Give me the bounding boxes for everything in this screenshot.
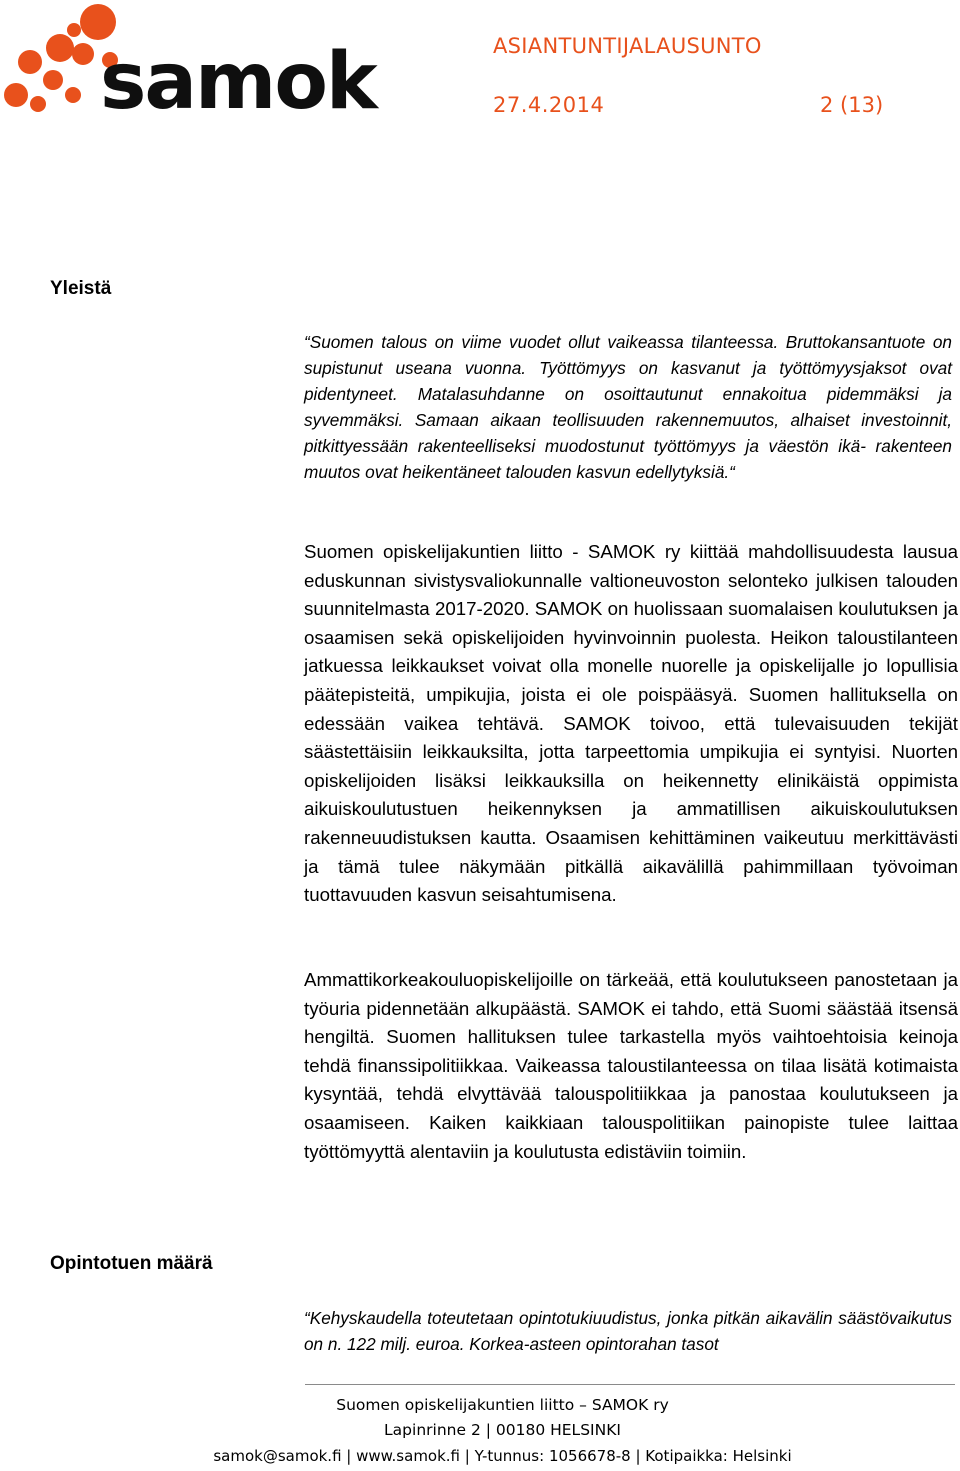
body-paragraph: Suomen opiskelijakuntien liitto - SAMOK ry kiittää mahdollisuudesta lausua eduskunnan sivistysvaliokunnalle valtioneuvoston selonteko julkisen talouden suunnitelmasta 2017-2020. SAMOK on huolissaan suomalaisen koulutuksen ja osaamisen sekä opiskelijoiden hyvinvoinnin puolesta. Heikon taloustilanteen jatkuessa leikkaukset voivat olla monelle nuorelle ja opiskelijalle jo lopullisia päätepisteitä, umpikujia, joista ei ole poispääsyä. Suomen hallituksella on edessään vaikea tehtävä. SAMOK toivoo, että tulevaisuuden tekijät säästettäisiin leikkauksilta, jotta tarpeettomia umpikujia ei syntyisi. Nuorten opiskelijoiden lisäksi leikkauksilla on heikennetty elinikäistä oppimista aikuiskoulutustuen heikennyksen ja ammatillisen aikuiskoulutuksen rakenneuudistuksen kautta. Osaamisen kehittäminen vaikeutuu merkittävästi ja tämä tulee näkymään pitkällä aikavälillä pahimmillaan työvoiman tuottavuuden kasvun seisahtumisena.	[304, 541, 958, 906]
section-heading-opintotuen-maara: Opintotuen määrä	[50, 1253, 213, 1274]
footer-divider	[305, 1384, 955, 1385]
footer-contact: samok@samok.fi | www.samok.fi | Y-tunnus: 1056678-8 | Kotipaikka: Helsinki	[213, 1447, 792, 1465]
body-paragraph: Ammattikorkeakouluopiskelijoille on tärkeää, että koulutukseen panostetaan ja työuria pidennetään alkupäästä. SAMOK ei tahdo, että Suomi säästää itsensä hengiltä. Suomen hallituksen tulee tarkastella myös vaihtoehtoisia keinoja tehdä finanssipolitiikkaa. Vaikeassa taloustilanteessa on tilaa lisätä kotimaista kysyntää, tehdä elvyttävää talouspolitiikkaa ja panostaa koulutukseen ja osaamiseen. Kaiken kaikkiaan talouspolitiikan painopiste tulee laittaa työttömyyttä alentaviin ja koulutusta edistäviin toimiin.	[304, 969, 958, 1162]
footer-organization: Suomen opiskelijakuntien liitto – SAMOK ry	[336, 1396, 669, 1414]
quoted-passage: “Kehyskaudella toteutetaan opintotukiuudistus, jonka pitkän aikavälin säästövaikutus on n. 122 milj. euroa. Korkea-asteen opintorahan tasot	[304, 1308, 952, 1354]
page-number: 2 (13)	[820, 93, 884, 117]
samok-logo	[0, 0, 420, 125]
section-heading-yleista: Yleistä	[50, 278, 112, 299]
logo-wordmark: samok	[100, 37, 376, 125]
document-date: 27.4.2014	[493, 93, 605, 117]
footer-address: Lapinrinne 2 | 00180 HELSINKI	[384, 1421, 621, 1439]
document-type: ASIANTUNTIJALAUSUNTO	[493, 34, 762, 58]
quoted-passage: “Suomen talous on viime vuodet ollut vaikeassa tilanteessa. Bruttokansantuote on supistunut useana vuonna. Työttömyys on kasvanut ja työttömyysjaksot ovat pidentyneet. Matalasuhdanne on osoittautunut ennakoitua pidemmäksi ja syvemmäksi. Samaan aikaan teollisuuden rakennemuutos, alhaiset investoinnit, pitkittyessään rakenteelliseksi muodostunut työttömyys ja väestön ikä- rakenteen muutos ovat heikentäneet talouden kasvun edellytyksiä.“	[304, 332, 952, 482]
